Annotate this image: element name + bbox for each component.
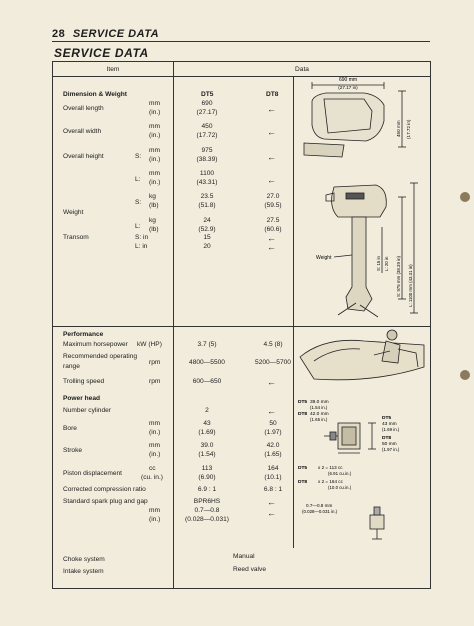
same-as-arrow: ←: [267, 127, 276, 137]
transom-l: L: 20 in: [384, 256, 389, 271]
value: 43: [203, 420, 211, 427]
size-l: L:: [135, 176, 141, 183]
same-as-arrow: ←: [267, 242, 276, 252]
binder-hole: [460, 370, 470, 380]
spark-gap-in: (0.028—0.031 in.): [302, 509, 338, 514]
value: 975: [201, 147, 213, 154]
weight-label: Weight: [316, 255, 332, 261]
running-header: [52, 28, 159, 40]
column-header-item: Item: [106, 66, 120, 73]
label-overall-length: Overall length: [63, 105, 104, 112]
length-dim: 690 mm: [338, 77, 358, 83]
unit: rpm: [149, 359, 161, 366]
value: 27.0: [266, 193, 280, 200]
running-title: SERVICE DATA: [72, 28, 160, 40]
height-s: S: 975 mm (38.39 in): [396, 256, 401, 297]
unit: mm: [149, 442, 160, 449]
unit: (cu. in.): [141, 474, 163, 481]
value: 42.0: [266, 442, 280, 449]
label-compression: Corrected compression ratio: [63, 486, 146, 493]
unit: mm: [149, 147, 160, 154]
unit: kg: [149, 193, 156, 200]
unit: (in.): [149, 516, 161, 523]
value: 20: [203, 243, 211, 250]
unit: mm: [149, 420, 160, 427]
label-overall-width: Overall width: [63, 128, 102, 135]
value: (6.90): [198, 474, 216, 481]
value: (59.5): [264, 202, 282, 209]
height-l: L: 1100 mm (43.31 in): [408, 264, 413, 307]
dt5-disp-label: DT5: [298, 466, 308, 471]
value: Manual: [233, 553, 255, 560]
label-transom: Transom: [63, 234, 89, 241]
dt8-stroke-in: (1.65 in.): [310, 417, 328, 422]
model-dt5: DT5: [201, 91, 214, 98]
unit: (in.): [149, 156, 161, 163]
label-weight: Weight: [63, 209, 84, 216]
value: 690: [201, 100, 213, 107]
label-intake: Intake system: [63, 568, 104, 575]
unit: mm: [149, 123, 160, 130]
value: 2: [205, 407, 209, 414]
value: (27.17): [196, 109, 218, 116]
label-choke: Choke system: [63, 556, 105, 563]
value: (0.028—0.031): [185, 516, 229, 523]
value: 113: [201, 465, 213, 472]
value: 6.8 : 1: [263, 486, 283, 493]
unit: mm: [149, 507, 160, 514]
unit: (lb): [149, 202, 159, 209]
dt8-disp-cu: (10.0 cu.in.): [328, 485, 352, 490]
same-as-arrow: ←: [267, 104, 276, 114]
unit: (in.): [149, 429, 161, 436]
label-rec-range-cont: range: [63, 363, 80, 370]
same-as-arrow: ←: [267, 152, 276, 162]
spark-gap: 0.7—0.8 mm: [306, 503, 333, 508]
dt5-stroke: 39.0 mm: [310, 400, 329, 405]
header-rule: [52, 41, 430, 42]
label-num-cylinder: Number cylinder: [63, 407, 112, 414]
value: 600—650: [192, 378, 222, 385]
value: (1.65): [264, 451, 282, 458]
value: 450: [201, 123, 213, 130]
same-as-arrow: ←: [267, 406, 276, 416]
value: (1.54): [198, 451, 216, 458]
length-dim-in: (27.17 in): [338, 85, 358, 90]
value: (1.97): [264, 429, 282, 436]
value: 39.0: [200, 442, 214, 449]
dt5-bore-label: DT5: [382, 416, 392, 421]
label-piston-disp: Piston displacement: [63, 470, 123, 477]
value: (1.69): [198, 429, 216, 436]
value: 4800—5500: [189, 359, 225, 366]
value: 164: [267, 465, 279, 472]
column-header-data: Data: [295, 66, 309, 73]
unit: kW (HP): [137, 341, 162, 348]
value: 1100: [199, 170, 215, 177]
value: (51.8): [198, 202, 216, 209]
label-bore: Bore: [63, 425, 77, 432]
same-as-arrow: ←: [267, 175, 276, 185]
value: 27.5: [266, 217, 280, 224]
width-dim-in: (17.72 in): [406, 119, 411, 139]
dt5-bore: 43 mm: [382, 422, 397, 427]
label-trolling: Trolling speed: [63, 378, 105, 385]
label-max-hp: Maximum horsepower: [63, 341, 128, 348]
value: 5200—5700: [255, 359, 291, 366]
transom-s: S: 15 in: [376, 256, 381, 271]
unit: mm: [149, 170, 160, 177]
dt8-bore: 50 mm: [382, 442, 397, 447]
label-rec-range: Recommended operating: [63, 353, 138, 360]
dt5-bore-in: (1.69 in.): [382, 427, 400, 432]
dt5-disp: x 2 = 113 cc: [318, 465, 343, 470]
dt8-disp-label: DT8: [298, 480, 308, 485]
value: 23.5: [200, 193, 214, 200]
same-as-arrow: ←: [267, 377, 276, 387]
value: Reed valve: [233, 566, 266, 573]
unit: (lb): [149, 226, 159, 233]
page-title: SERVICE DATA: [54, 46, 149, 60]
size-l: L:: [135, 223, 141, 230]
value: 6.9 : 1: [197, 486, 217, 493]
service-data-table: [52, 61, 431, 589]
value: (10.1): [264, 474, 282, 481]
section-dimension: Dimension & Weight: [63, 91, 127, 98]
unit: rpm: [149, 378, 161, 385]
dt8-bore-in: (1.97 in.): [382, 447, 400, 452]
page-number: 28: [52, 28, 66, 40]
dt8-disp: x 2 = 164 cc: [318, 479, 343, 484]
value: 50: [269, 420, 277, 427]
dt5-stroke-label: DT5: [298, 400, 308, 405]
size-s: S: in: [135, 234, 149, 241]
binder-hole: [460, 192, 470, 202]
value: (17.72): [196, 132, 218, 139]
same-as-arrow: ←: [267, 508, 276, 518]
size-s: S:: [135, 153, 142, 160]
value: BPR6HS: [193, 498, 221, 505]
same-as-arrow: ←: [267, 497, 276, 507]
value: (38.39): [196, 156, 218, 163]
model-dt8: DT8: [266, 91, 279, 98]
value: 24: [203, 217, 211, 224]
unit: mm: [149, 100, 160, 107]
dt5-disp-cu: (6.91 cu.in.): [328, 471, 352, 476]
outboard-diagram: [294, 77, 430, 325]
value: (60.6): [264, 226, 282, 233]
value: (43.31): [196, 179, 218, 186]
size-s: S:: [135, 199, 142, 206]
label-overall-height: Overall height: [63, 153, 104, 160]
section-power-head: Power head: [63, 395, 101, 402]
dt8-stroke: 42.0 mm: [310, 412, 329, 417]
width-dim: 450 mm: [396, 120, 401, 137]
size-l: L: in: [135, 243, 148, 250]
label-spark-plug: Standard spark plug and gap: [63, 498, 148, 505]
dt8-stroke-label: DT8: [298, 412, 308, 417]
dt5-stroke-in: (1.54 in.): [310, 405, 328, 410]
dt8-bore-label: DT8: [382, 436, 392, 441]
piston-diagram: [294, 389, 430, 549]
value: 4.5 (8): [263, 341, 283, 348]
same-as-arrow: ←: [267, 233, 276, 243]
unit: (in.): [149, 451, 161, 458]
section-performance: Performance: [63, 331, 104, 338]
value: 0.7—0.8: [194, 507, 220, 514]
unit: cc: [149, 465, 156, 472]
value: 15: [203, 234, 211, 241]
unit: (in.): [149, 132, 161, 139]
column-divider: [173, 62, 174, 588]
unit: (in.): [149, 109, 161, 116]
boat-diagram: [294, 327, 430, 387]
value: (52.9): [198, 226, 216, 233]
unit: (in.): [149, 179, 161, 186]
value: 3.7 (5): [197, 341, 217, 348]
unit: kg: [149, 217, 156, 224]
label-stroke: Stroke: [63, 447, 83, 454]
